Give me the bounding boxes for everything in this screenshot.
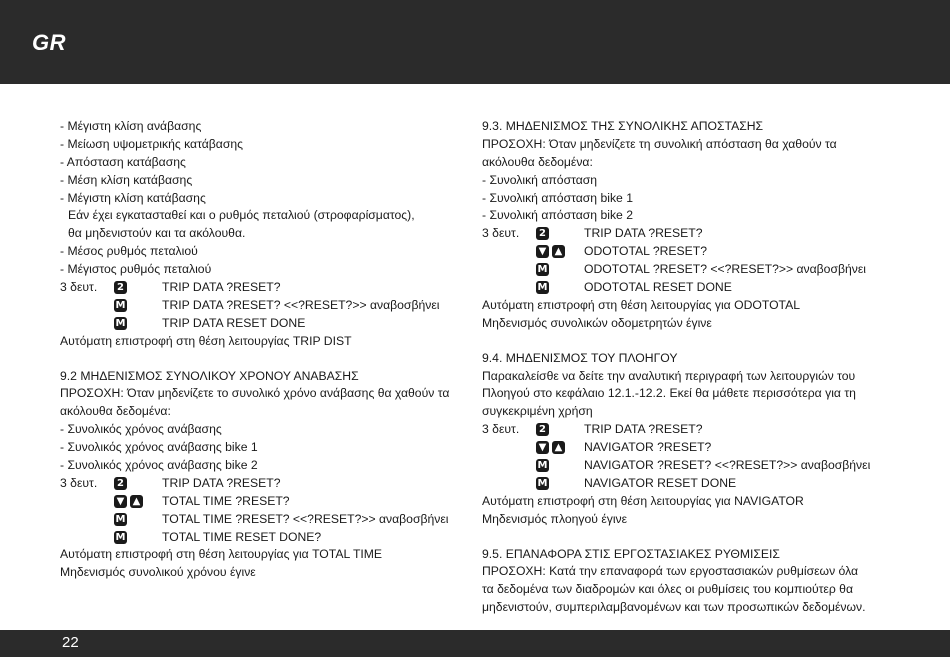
text-line: Αυτόματη επιστροφή στη θέση λειτουργίας για ODOTOTAL <box>482 297 800 312</box>
step-row <box>482 243 902 261</box>
text-line: - Συνολική απόσταση bike 1 <box>482 190 633 205</box>
text-line: Μηδενισμός συνολικών οδομετρητών έγινε <box>482 315 712 330</box>
section-title: 9.4. ΜΗΔΕΝΙΣΜΟΣ ΤΟΥ ΠΛΟΗΓΟΥ <box>482 350 678 365</box>
step-row <box>60 493 460 511</box>
text-line: - Συνολικός χρόνος ανάβασης bike 2 <box>60 458 258 473</box>
text-line: - Μέσος ρυθμός πεταλιού <box>60 244 198 259</box>
text-line: - Μείωση υψομετρικής κατάβασης <box>60 136 244 151</box>
arrow-up-key-icon: ▲ <box>552 441 565 454</box>
key-group <box>536 423 549 437</box>
step-row <box>60 475 460 493</box>
language-code: GR <box>32 30 66 55</box>
step-text: TRIP DATA ?RESET? <box>584 422 703 437</box>
text-line: - Μέγιστος ρυθμός πεταλιού <box>60 262 212 277</box>
key-group <box>536 227 549 241</box>
key-group <box>536 477 549 491</box>
step-row <box>482 225 902 243</box>
key-group <box>536 245 565 259</box>
text-line: ΠΡΟΣΟΧΗ: Όταν μηδενίζετε τη συνολική απόσταση θα χαθούν τα <box>482 136 837 151</box>
hold-duration: 3 δευτ. <box>482 422 520 437</box>
step-row <box>482 421 902 439</box>
hold-duration: 3 δευτ. <box>60 475 98 490</box>
text-line: - Συνολική απόσταση bike 2 <box>482 208 633 223</box>
section-title: 9.5. ΕΠΑΝΑΦΟΡΑ ΣΤΙΣ ΕΡΓΟΣΤΑΣΙΑΚΕΣ ΡΥΘΜΙΣΕΙΣ <box>482 546 780 561</box>
step-row <box>482 475 902 493</box>
key-group <box>536 459 549 473</box>
text-line: Πλοηγού στο κεφάλαιο 12.1.-12.2. Εκεί θα μάθετε περισσότερα για τη <box>482 386 856 401</box>
key-group <box>114 317 127 331</box>
step-text: ODOTOTAL RESET DONE <box>584 280 732 295</box>
key-group <box>114 495 143 509</box>
key-m-icon: M <box>537 477 548 489</box>
text-line: - Απόσταση κατάβασης <box>60 154 186 169</box>
step-row <box>60 279 460 297</box>
key-group <box>114 281 127 295</box>
key-group <box>536 441 565 455</box>
key-2-icon: 2 <box>536 227 549 240</box>
key-m-icon: M <box>115 317 126 329</box>
step-text: ODOTOTAL ?RESET? <<?RESET?>> αναβοσβήνει <box>584 262 866 277</box>
text-line: μηδενιστούν, συμπεριλαμβανομένων και των προσωπικών δεδομένων. <box>482 600 866 615</box>
text-line: τα δεδομένα των διαδρομών και όλες οι ρυθμίσεις του κομπιούτερ θα <box>482 582 854 597</box>
key-2-icon: 2 <box>114 477 127 490</box>
text-line: Μηδενισμός συνολικού χρόνου έγινε <box>60 565 256 580</box>
text-line: ΠΡΟΣΟΧΗ: Όταν μηδενίζετε το συνολικό χρόνο ανάβασης θα χαθούν τα <box>60 386 450 401</box>
text-line: Αυτόματη επιστροφή στη θέση λειτουργίας TRIP DIST <box>60 333 352 348</box>
section-title: 9.2 ΜΗΔΕΝΙΣΜΟΣ ΣΥΝΟΛΙΚΟΥ ΧΡΟΝΟΥ ΑΝΑΒΑΣΗΣ <box>60 368 359 383</box>
key-m-icon: M <box>115 513 126 525</box>
text-line: Παρακαλείσθε να δείτε την αναλυτική περιγραφή των λειτουργιών του <box>482 368 856 383</box>
text-line: Αυτόματη επιστροφή στη θέση λειτουργίας για TOTAL TIME <box>60 547 383 562</box>
step-row <box>482 457 902 475</box>
text-line: ΠΡΟΣΟΧΗ: Κατά την επαναφορά των εργοστασιακών ρυθμίσεων όλα <box>482 564 859 579</box>
text-line: Εάν έχει εγκατασταθεί και ο ρυθμός πεταλιού (στροφαρίσματος), <box>68 208 415 223</box>
step-text: TRIP DATA ?RESET? <box>162 475 281 490</box>
step-row <box>60 529 460 547</box>
key-m-icon: M <box>537 460 548 472</box>
right-column <box>482 118 902 617</box>
hold-duration: 3 δευτ. <box>60 280 98 295</box>
text-line: - Συνολικός χρόνος ανάβασης bike 1 <box>60 440 258 455</box>
footer-band <box>0 630 950 657</box>
step-text: NAVIGATOR ?RESET? <box>584 440 712 455</box>
step-text: NAVIGATOR ?RESET? <<?RESET?>> αναβοσβήνει <box>584 458 871 473</box>
step-row <box>60 297 460 315</box>
text-line: - Μέγιστη κλίση ανάβασης <box>60 119 202 133</box>
arrow-down-key-icon: ▼ <box>536 441 549 454</box>
key-group <box>114 531 127 545</box>
text-line: Μηδενισμός πλοηγού έγινε <box>482 511 628 526</box>
step-text: TOTAL TIME RESET DONE? <box>162 529 322 544</box>
text-line: Αυτόματη επιστροφή στη θέση λειτουργίας για NAVIGATOR <box>482 493 804 508</box>
key-group <box>536 263 549 277</box>
step-text: ODOTOTAL ?RESET? <box>584 244 708 259</box>
step-row <box>60 315 460 333</box>
text-line: ακόλουθα δεδομένα: <box>60 404 171 419</box>
text-line: - Μέση κλίση κατάβασης <box>60 172 193 187</box>
step-text: TRIP DATA ?RESET? <box>162 280 281 295</box>
text-line: θα μηδενιστούν και τα ακόλουθα. <box>68 226 246 241</box>
text-line: ακόλουθα δεδομένα: <box>482 154 593 169</box>
arrow-down-key-icon: ▼ <box>536 245 549 258</box>
key-2-icon: 2 <box>114 281 127 294</box>
page-number: 22 <box>62 634 79 651</box>
step-text: TRIP DATA RESET DONE <box>162 315 306 330</box>
arrow-down-key-icon: ▼ <box>114 495 127 508</box>
step-text: TRIP DATA ?RESET? <<?RESET?>> αναβοσβήνει <box>162 297 440 312</box>
section-title: 9.3. ΜΗΔΕΝΙΣΜΟΣ ΤΗΣ ΣΥΝΟΛΙΚΗΣ ΑΠΟΣΤΑΣΗΣ <box>482 119 764 133</box>
step-row <box>482 439 902 457</box>
text-line: - Μέγιστη κλίση κατάβασης <box>60 190 206 205</box>
key-2-icon: 2 <box>536 423 549 436</box>
step-text: TRIP DATA ?RESET? <box>584 226 703 241</box>
key-group <box>114 513 127 527</box>
arrow-up-key-icon: ▲ <box>130 495 143 508</box>
text-line: - Συνολική απόσταση <box>482 172 598 187</box>
text-line: - Συνολικός χρόνος ανάβασης <box>60 422 222 437</box>
key-m-icon: M <box>115 299 126 311</box>
step-row <box>482 279 902 297</box>
key-m-icon: M <box>115 531 126 543</box>
step-text: NAVIGATOR RESET DONE <box>584 475 737 490</box>
key-group <box>114 477 127 491</box>
key-m-icon: M <box>537 282 548 294</box>
key-group <box>536 281 549 295</box>
key-m-icon: M <box>537 264 548 276</box>
step-text: TOTAL TIME ?RESET? <<?RESET?>> αναβοσβήνει <box>162 511 449 526</box>
step-row <box>482 261 902 279</box>
key-group <box>114 299 127 313</box>
arrow-up-key-icon: ▲ <box>552 245 565 258</box>
text-line: συγκεκριμένη χρήση <box>482 404 593 419</box>
hold-duration: 3 δευτ. <box>482 226 520 241</box>
step-text: TOTAL TIME ?RESET? <box>162 493 290 508</box>
step-row <box>60 511 460 529</box>
header-band <box>0 0 950 84</box>
left-column <box>60 118 460 582</box>
